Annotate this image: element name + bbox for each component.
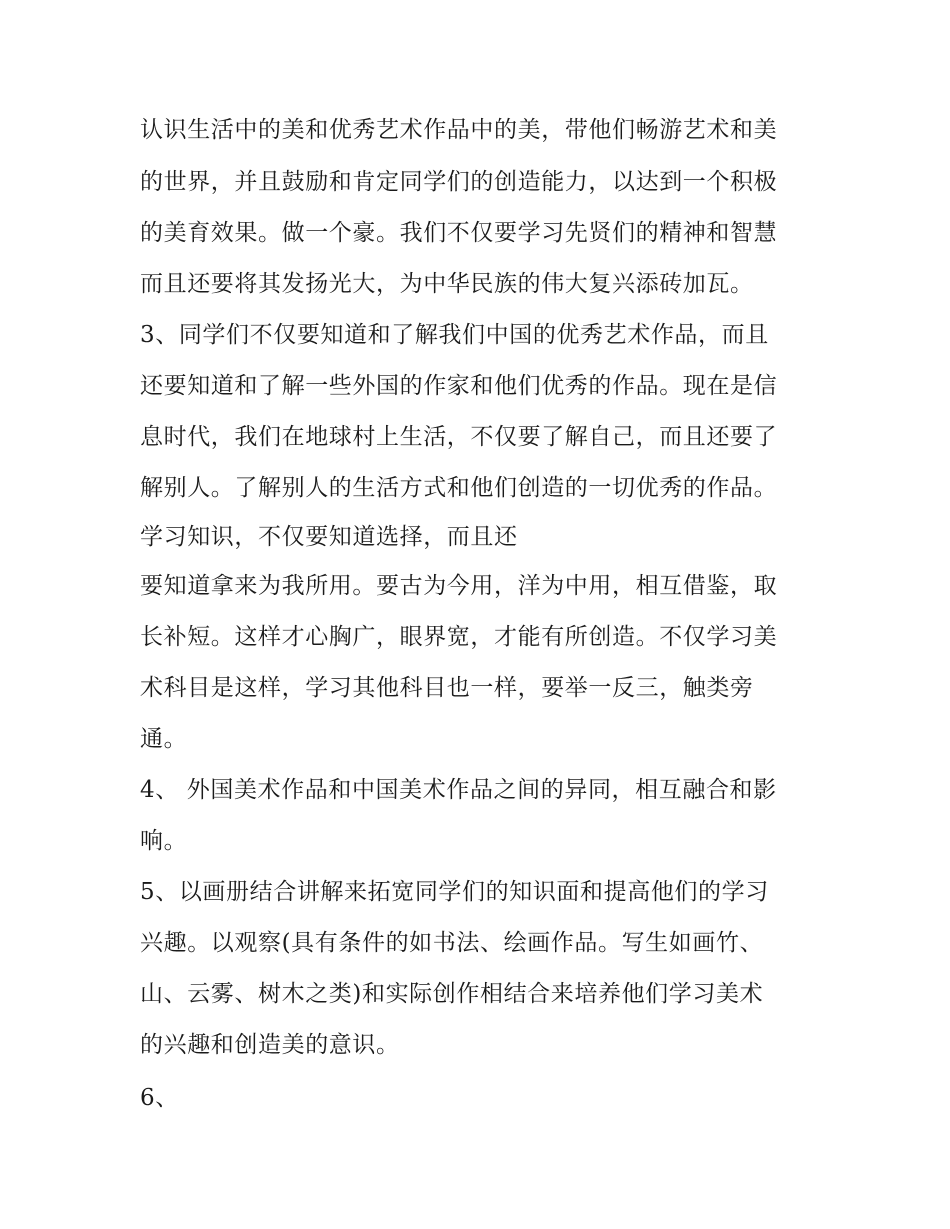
text-line: 息时代，我们在地球村上生活，不仅要了解自己，而且还要了 <box>140 424 778 450</box>
text-line: 而且还要将其发扬光大，为中华民族的伟大复兴添砖加瓦。 <box>140 271 754 297</box>
text-line: 认识生活中的美和优秀艺术作品中的美，带他们畅游艺术和美 <box>140 117 778 143</box>
text-line: 兴趣。以观察(具有条件的如书法、绘画作品。写生如画竹、 <box>140 930 764 956</box>
text-line: 解别人。了解别人的生活方式和他们创造的一切优秀的作品。 <box>140 475 778 501</box>
text-line: 术科目是这样，学习其他科目也一样，要举一反三，触类旁 <box>140 675 754 701</box>
text-line: 的美育效果。做一个豪。我们不仅要学习先贤们的精神和智慧 <box>140 220 778 246</box>
text-line: 6、 <box>140 1085 179 1111</box>
text-line: 长补短。这样才心胸广，眼界宽，才能有所创造。不仅学习美 <box>140 624 778 650</box>
text-line: 的兴趣和创造美的意识。 <box>140 1032 400 1058</box>
text-line: 通。 <box>140 726 188 752</box>
text-line: 的世界，并且鼓励和肯定同学们的创造能力，以达到一个积极 <box>140 169 778 195</box>
text-line: 4、 外国美术作品和中国美术作品之间的异同，相互融合和影 <box>140 777 777 803</box>
text-line: 5、以画册结合讲解来拓宽同学们的知识面和提高他们的学习 <box>140 879 769 905</box>
text-line: 要知道拿来为我所用。要古为今用，洋为中用，相互借鉴，取 <box>140 573 778 599</box>
text-line: 3、同学们不仅要知道和了解我们中国的优秀艺术作品，而且 <box>140 322 769 348</box>
text-line: 响。 <box>140 828 188 854</box>
text-line: 还要知道和了解一些外国的作家和他们优秀的作品。现在是信 <box>140 373 778 399</box>
text-line: 山、云雾、树木之类)和实际创作相结合来培养他们学习美术 <box>140 981 764 1007</box>
text-line: 学习知识，不仅要知道选择，而且还 <box>140 524 518 550</box>
